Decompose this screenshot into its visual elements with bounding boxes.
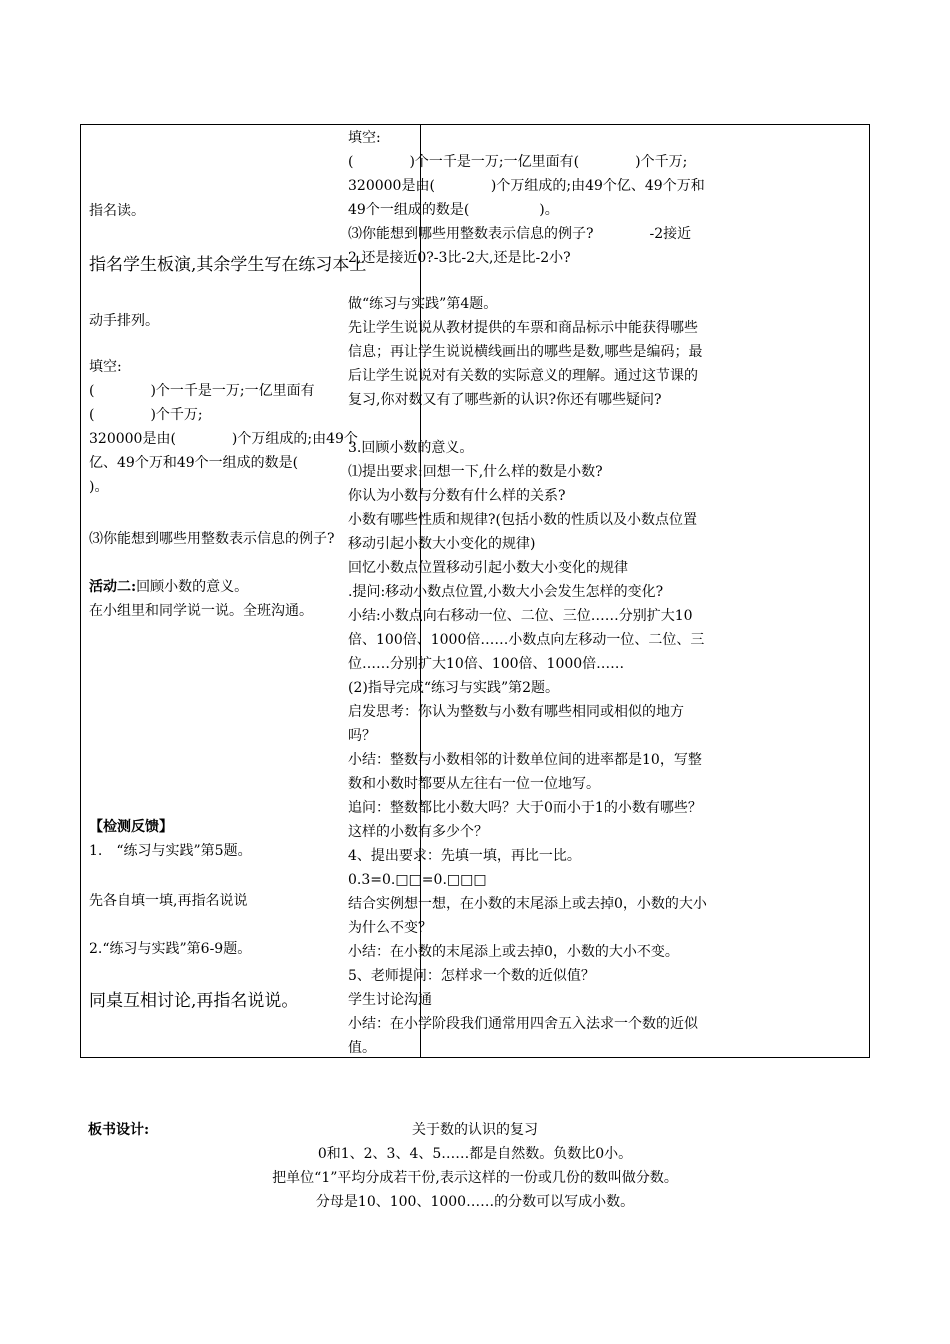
right-text: 倍、100倍、1000倍……小数点向左移动一位、二位、三 [348, 632, 705, 648]
right-text: 小结：在小数的末尾添上或去掉0，小数的大小不变。 [348, 944, 679, 960]
right-text: 吗？ [348, 728, 376, 744]
right-text: 后让学生说说对有关数的实际意义的理解。通过这节课的 [348, 368, 698, 384]
activity-two-text: 回顾小数的意义。 [136, 579, 249, 595]
left-text: 指名读。 [89, 203, 145, 219]
right-text: 为什么不变？ [348, 920, 432, 936]
left-text: 亿、49个万和49个一组成的数是( [89, 455, 299, 471]
right-text: 启发思考：你认为整数与小数有哪些相同或相似的地方 [348, 704, 684, 720]
right-text: ( )个一千是一万;一亿里面有( )个千万; [348, 154, 688, 170]
board-line: 0和1、2、3、4、5……都是自然数。负数比0小。 [317, 1146, 633, 1162]
left-text: ( )个千万; [89, 407, 203, 423]
right-text: 值。 [348, 1040, 376, 1056]
left-text: 指名学生板演,其余学生写在练习本上 [89, 255, 367, 275]
board-design-label: 板书设计: [88, 1122, 150, 1138]
right-text: 移动引起小数大小变化的规律) [348, 536, 536, 552]
feedback-heading: 【检测反馈】 [89, 819, 173, 835]
right-text: 小数有哪些性质和规律?(包括小数的性质以及小数点位置 [348, 512, 697, 528]
left-text: ( )个一千是一万;一亿里面有 [89, 383, 315, 399]
left-text: 填空: [89, 359, 122, 375]
right-text: 0.3=0.□□=0.□□□ [348, 872, 487, 888]
board-line: 把单位“1”平均分成若干份,表示这样的一份或几份的数叫做分数。 [272, 1170, 678, 1186]
right-text: 49个一组成的数是( )。 [348, 202, 559, 218]
right-text: 结合实例想一想，在小数的末尾添上或去掉0，小数的大小 [348, 896, 707, 912]
left-text: 2.“练习与实践”第6-9题。 [89, 941, 252, 957]
right-text: 信息；再让学生说说横线画出的哪些是数,哪些是编码；最 [348, 344, 703, 360]
right-text: 小结：整数与小数相邻的计数单位间的进率都是10，写整 [348, 752, 702, 768]
left-text: 先各自填一填,再指名说说 [89, 893, 248, 909]
activity-two-label: 活动二: [89, 579, 137, 595]
right-text: 小结:小数点向右移动一位、二位、三位……分别扩大10 [348, 608, 693, 624]
right-text: .提问:移动小数点位置,小数大小会发生怎样的变化? [348, 584, 664, 600]
right-text: 回忆小数点位置移动引起小数大小变化的规律 [348, 560, 628, 576]
right-text: (2)指导完成“练习与实践”第2题。 [348, 680, 560, 696]
right-text: 2,还是接近0?-3比-2大,还是比-2小? [348, 250, 571, 266]
right-text: 填空: [348, 130, 381, 146]
left-text: )。 [89, 479, 109, 495]
left-text: 320000是由( )个万组成的;由49个 [89, 431, 358, 447]
left-text: 动手排列。 [89, 313, 159, 329]
right-text: 5、老师提问：怎样求一个数的近似值？ [348, 968, 595, 984]
right-text: 做“练习与实践”第4题。 [348, 296, 498, 312]
left-text: 1. “练习与实践”第5题。 [89, 843, 252, 859]
activity-two-heading [89, 577, 248, 597]
right-text: 这样的小数有多少个？ [348, 824, 488, 840]
right-text: 320000是由( )个万组成的;由49个亿、49个万和 [348, 178, 705, 194]
left-text: 在小组里和同学说一说。全班沟通。 [89, 603, 313, 619]
left-text: ⑶你能想到哪些用整数表示信息的例子? [89, 531, 335, 547]
right-text: ⑶你能想到哪些用整数表示信息的例子? -2接近 [348, 226, 692, 242]
right-text: 先让学生说说从教材提供的车票和商品标示中能获得哪些 [348, 320, 698, 336]
board-line: 分母是10、100、1000……的分数可以写成小数。 [315, 1194, 635, 1210]
right-text: ⑴提出要求:回想一下,什么样的数是小数? [348, 464, 603, 480]
board-title: 关于数的认识的复习 [412, 1122, 538, 1138]
right-text: 你认为小数与分数有什么样的关系? [348, 488, 566, 504]
left-text: 同桌互相讨论,再指名说说。 [89, 991, 299, 1011]
right-text: 小结：在小学阶段我们通常用四舍五入法求一个数的近似 [348, 1016, 698, 1032]
right-text: 数和小数时都要从左往右一位一位地写。 [348, 776, 600, 792]
right-text: 学生讨论沟通 [348, 992, 432, 1008]
right-text: 位……分别扩大10倍、100倍、1000倍…… [348, 656, 625, 672]
right-text: 3.回顾小数的意义。 [348, 440, 474, 456]
right-text: 追问：整数都比小数大吗？大于0而小于1的小数有哪些？ [348, 800, 702, 816]
right-text: 4、提出要求：先填一填，再比一比。 [348, 848, 581, 864]
right-text: 复习,你对数又有了哪些新的认识?你还有哪些疑问? [348, 392, 662, 408]
